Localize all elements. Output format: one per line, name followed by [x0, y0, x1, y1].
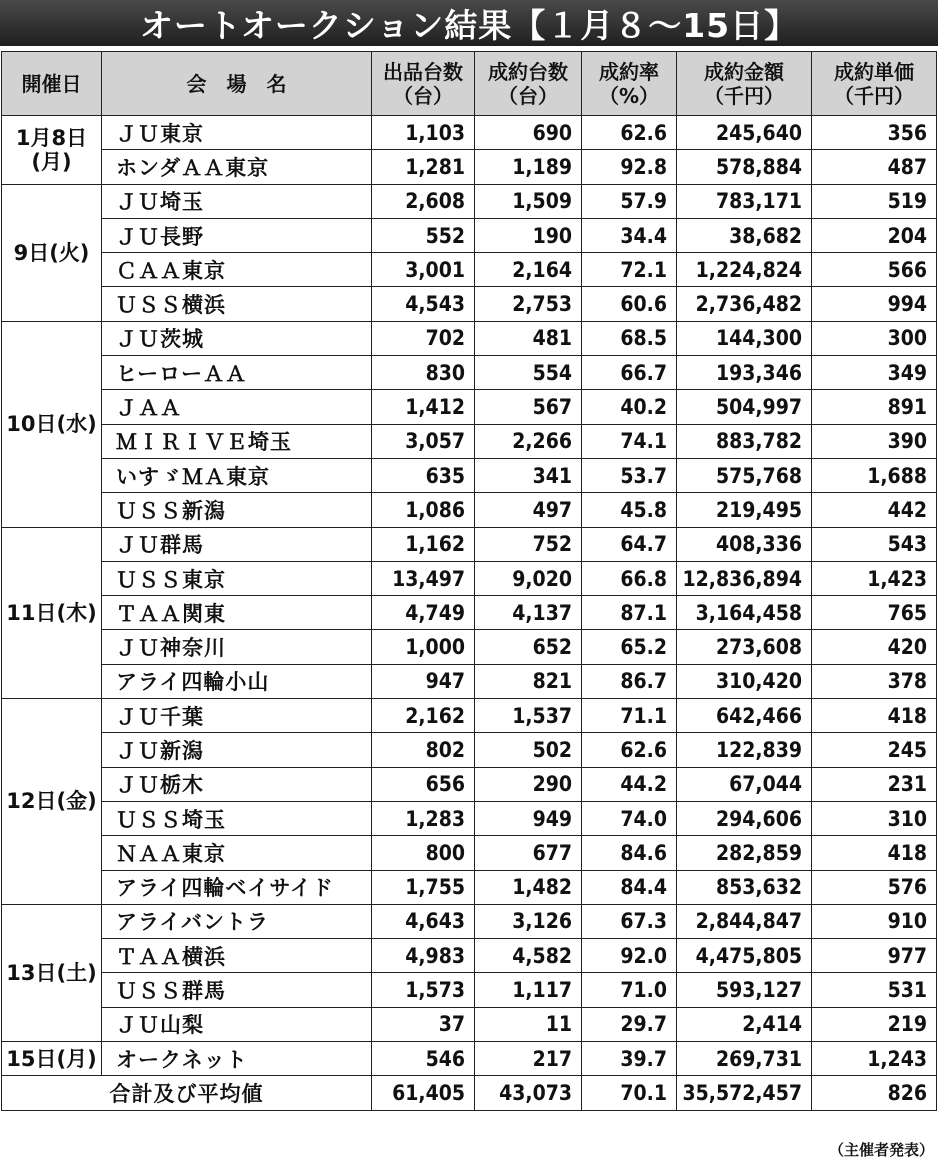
venue-cell: ＪＵ東京	[102, 116, 372, 150]
table-row	[2, 699, 937, 733]
venue-cell: ＣＡＡ東京	[102, 253, 372, 287]
table-row	[2, 561, 937, 595]
venue-cell: ＵＳＳ群馬	[102, 973, 372, 1007]
table-row	[2, 939, 937, 973]
header-row	[2, 52, 937, 116]
rate-cell: 64.7	[582, 527, 677, 561]
listed-cell: 3,057	[372, 424, 475, 458]
header-listed-label: 出品台数	[383, 59, 463, 84]
date-cell	[2, 184, 102, 321]
listed-cell: 635	[372, 458, 475, 492]
table-row	[2, 184, 937, 218]
sold-cell: 1,509	[475, 184, 582, 218]
table-row	[2, 390, 937, 424]
date-line: 11日(木)	[6, 600, 97, 625]
header-rate-label: 成約率	[599, 59, 659, 84]
amount-cell: 282,859	[677, 836, 812, 870]
unit-price-cell: 566	[812, 253, 937, 287]
rate-cell: 92.0	[582, 939, 677, 973]
unit-price-cell: 910	[812, 904, 937, 938]
sold-cell: 1,537	[475, 699, 582, 733]
amount-cell: 408,336	[677, 527, 812, 561]
rate-cell: 84.6	[582, 836, 677, 870]
listed-cell: 1,283	[372, 801, 475, 835]
table-row	[2, 1042, 937, 1076]
listed-cell: 1,086	[372, 493, 475, 527]
listed-cell: 546	[372, 1042, 475, 1076]
table-row	[2, 356, 937, 390]
rate-cell: 60.6	[582, 287, 677, 321]
unit-price-cell: 1,688	[812, 458, 937, 492]
date-cell	[2, 116, 102, 185]
venue-cell: ＵＳＳ新潟	[102, 493, 372, 527]
table-row	[2, 321, 937, 355]
sold-cell: 290	[475, 767, 582, 801]
table-row	[2, 150, 937, 184]
sold-cell: 554	[475, 356, 582, 390]
header-unit-price-unit: （千円）	[834, 83, 914, 108]
sold-cell: 949	[475, 801, 582, 835]
amount-cell: 3,164,458	[677, 596, 812, 630]
venue-cell: アライ四輪小山	[102, 664, 372, 698]
sold-cell: 652	[475, 630, 582, 664]
header-venue: 会 場 名	[102, 52, 372, 116]
sold-cell: 1,482	[475, 870, 582, 904]
rate-cell: 72.1	[582, 253, 677, 287]
header-amount	[677, 52, 812, 116]
date-cell	[2, 904, 102, 1041]
listed-cell: 1,412	[372, 390, 475, 424]
date-line: 15日(月)	[6, 1046, 97, 1071]
unit-price-cell: 891	[812, 390, 937, 424]
venue-cell: オークネット	[102, 1042, 372, 1076]
amount-cell: 504,997	[677, 390, 812, 424]
unit-price-cell: 245	[812, 733, 937, 767]
amount-cell: 245,640	[677, 116, 812, 150]
rate-cell: 34.4	[582, 218, 677, 252]
sold-cell: 2,753	[475, 287, 582, 321]
date-cell	[2, 527, 102, 698]
venue-cell: ＪＵ新潟	[102, 733, 372, 767]
listed-cell: 947	[372, 664, 475, 698]
rate-cell: 62.6	[582, 116, 677, 150]
unit-price-cell: 1,243	[812, 1042, 937, 1076]
table-row	[2, 287, 937, 321]
rate-cell: 45.8	[582, 493, 677, 527]
venue-cell: ＪＵ山梨	[102, 1007, 372, 1041]
table-row	[2, 801, 937, 835]
venue-cell: ＪＵ茨城	[102, 321, 372, 355]
sold-cell: 3,126	[475, 904, 582, 938]
header-rate-unit: （%）	[598, 83, 660, 108]
rate-cell: 71.0	[582, 973, 677, 1007]
amount-cell: 273,608	[677, 630, 812, 664]
sold-cell: 2,266	[475, 424, 582, 458]
listed-cell: 702	[372, 321, 475, 355]
listed-cell: 1,000	[372, 630, 475, 664]
amount-cell: 38,682	[677, 218, 812, 252]
date-line: 13日(土)	[6, 960, 97, 985]
unit-price-cell: 994	[812, 287, 937, 321]
date-line: 12日(金)	[6, 789, 97, 814]
date-line: 10日(水)	[6, 412, 97, 437]
total-amount: 35,572,457	[677, 1076, 812, 1111]
rate-cell: 87.1	[582, 596, 677, 630]
table-row	[2, 253, 937, 287]
amount-cell: 294,606	[677, 801, 812, 835]
amount-cell: 593,127	[677, 973, 812, 1007]
header-sold	[475, 52, 582, 116]
unit-price-cell: 204	[812, 218, 937, 252]
listed-cell: 1,103	[372, 116, 475, 150]
header-date: 開催日	[2, 52, 102, 116]
unit-price-cell: 300	[812, 321, 937, 355]
listed-cell: 1,573	[372, 973, 475, 1007]
listed-cell: 2,608	[372, 184, 475, 218]
auction-results-table	[1, 51, 937, 1111]
unit-price-cell: 349	[812, 356, 937, 390]
sold-cell: 9,020	[475, 561, 582, 595]
unit-price-cell: 231	[812, 767, 937, 801]
rate-cell: 67.3	[582, 904, 677, 938]
table-row	[2, 458, 937, 492]
venue-cell: ヒーローＡＡ	[102, 356, 372, 390]
venue-cell: ＵＳＳ東京	[102, 561, 372, 595]
venue-cell: ＪＵ栃木	[102, 767, 372, 801]
total-row	[2, 1076, 937, 1111]
rate-cell: 92.8	[582, 150, 677, 184]
rate-cell: 62.6	[582, 733, 677, 767]
table-row	[2, 836, 937, 870]
amount-cell: 193,346	[677, 356, 812, 390]
table-row	[2, 493, 937, 527]
venue-cell: ＴＡＡ関東	[102, 596, 372, 630]
sold-cell: 497	[475, 493, 582, 527]
unit-price-cell: 418	[812, 699, 937, 733]
total-label: 合計及び平均値	[2, 1076, 372, 1111]
amount-cell: 883,782	[677, 424, 812, 458]
unit-price-cell: 977	[812, 939, 937, 973]
listed-cell: 3,001	[372, 253, 475, 287]
date-cell	[2, 699, 102, 905]
listed-cell: 37	[372, 1007, 475, 1041]
amount-cell: 310,420	[677, 664, 812, 698]
source-note: （主催者発表）	[828, 1141, 934, 1159]
rate-cell: 44.2	[582, 767, 677, 801]
unit-price-cell: 390	[812, 424, 937, 458]
header-unit-price	[812, 52, 937, 116]
amount-cell: 4,475,805	[677, 939, 812, 973]
rate-cell: 68.5	[582, 321, 677, 355]
table-row	[2, 424, 937, 458]
sold-cell: 2,164	[475, 253, 582, 287]
unit-price-cell: 576	[812, 870, 937, 904]
sold-cell: 690	[475, 116, 582, 150]
sold-cell: 341	[475, 458, 582, 492]
amount-cell: 122,839	[677, 733, 812, 767]
amount-cell: 269,731	[677, 1042, 812, 1076]
sold-cell: 4,137	[475, 596, 582, 630]
unit-price-cell: 519	[812, 184, 937, 218]
amount-cell: 219,495	[677, 493, 812, 527]
venue-cell: ＪＵ長野	[102, 218, 372, 252]
rate-cell: 86.7	[582, 664, 677, 698]
header-unit-price-label: 成約単価	[834, 59, 914, 84]
unit-price-cell: 543	[812, 527, 937, 561]
venue-cell: ＵＳＳ埼玉	[102, 801, 372, 835]
table-row	[2, 733, 937, 767]
listed-cell: 4,983	[372, 939, 475, 973]
rate-cell: 65.2	[582, 630, 677, 664]
amount-cell: 2,414	[677, 1007, 812, 1041]
venue-cell: ＪＵ埼玉	[102, 184, 372, 218]
sold-cell: 11	[475, 1007, 582, 1041]
date-cell	[2, 1042, 102, 1076]
total-listed: 61,405	[372, 1076, 475, 1111]
amount-cell: 1,224,824	[677, 253, 812, 287]
header-amount-label: 成約金額	[704, 59, 784, 84]
amount-cell: 67,044	[677, 767, 812, 801]
listed-cell: 1,755	[372, 870, 475, 904]
rate-cell: 57.9	[582, 184, 677, 218]
unit-price-cell: 442	[812, 493, 937, 527]
unit-price-cell: 1,423	[812, 561, 937, 595]
header-listed-unit: （台）	[393, 83, 453, 108]
venue-cell: ＪＵ群馬	[102, 527, 372, 561]
header-sold-label: 成約台数	[488, 59, 568, 84]
unit-price-cell: 378	[812, 664, 937, 698]
sold-cell: 1,189	[475, 150, 582, 184]
sold-cell: 677	[475, 836, 582, 870]
sold-cell: 481	[475, 321, 582, 355]
table-row	[2, 116, 937, 150]
rate-cell: 74.1	[582, 424, 677, 458]
total-rate: 70.1	[582, 1076, 677, 1111]
rate-cell: 66.7	[582, 356, 677, 390]
amount-cell: 2,844,847	[677, 904, 812, 938]
sold-cell: 4,582	[475, 939, 582, 973]
amount-cell: 853,632	[677, 870, 812, 904]
venue-cell: アライバントラ	[102, 904, 372, 938]
table-row	[2, 767, 937, 801]
date-line: 9日(火)	[13, 240, 90, 265]
unit-price-cell: 356	[812, 116, 937, 150]
table-row	[2, 630, 937, 664]
venue-cell: アライ四輪ベイサイド	[102, 870, 372, 904]
sold-cell: 190	[475, 218, 582, 252]
unit-price-cell: 765	[812, 596, 937, 630]
table-row	[2, 870, 937, 904]
sold-cell: 1,117	[475, 973, 582, 1007]
unit-price-cell: 531	[812, 973, 937, 1007]
table-row	[2, 904, 937, 938]
sold-cell: 752	[475, 527, 582, 561]
unit-price-cell: 420	[812, 630, 937, 664]
amount-cell: 12,836,894	[677, 561, 812, 595]
table-row	[2, 596, 937, 630]
amount-cell: 783,171	[677, 184, 812, 218]
listed-cell: 4,543	[372, 287, 475, 321]
venue-cell: ＵＳＳ横浜	[102, 287, 372, 321]
listed-cell: 1,281	[372, 150, 475, 184]
listed-cell: 1,162	[372, 527, 475, 561]
rate-cell: 66.8	[582, 561, 677, 595]
sold-cell: 821	[475, 664, 582, 698]
listed-cell: 552	[372, 218, 475, 252]
listed-cell: 802	[372, 733, 475, 767]
date-cell	[2, 321, 102, 527]
amount-cell: 578,884	[677, 150, 812, 184]
table-row	[2, 1007, 937, 1041]
listed-cell: 13,497	[372, 561, 475, 595]
unit-price-cell: 418	[812, 836, 937, 870]
unit-price-cell: 487	[812, 150, 937, 184]
page-title: オートオークション結果【１月８～15日】	[0, 0, 938, 46]
amount-cell: 144,300	[677, 321, 812, 355]
rate-cell: 40.2	[582, 390, 677, 424]
table-row	[2, 527, 937, 561]
venue-cell: ホンダＡＡ東京	[102, 150, 372, 184]
date-line: (月)	[31, 149, 72, 174]
venue-cell: ＪＵ神奈川	[102, 630, 372, 664]
venue-cell: ＴＡＡ横浜	[102, 939, 372, 973]
venue-cell: いすゞＭＡ東京	[102, 458, 372, 492]
listed-cell: 800	[372, 836, 475, 870]
total-unit-price: 826	[812, 1076, 937, 1111]
rate-cell: 71.1	[582, 699, 677, 733]
sold-cell: 502	[475, 733, 582, 767]
venue-cell: ＭＩＲＩＶＥ埼玉	[102, 424, 372, 458]
total-sold: 43,073	[475, 1076, 582, 1111]
unit-price-cell: 310	[812, 801, 937, 835]
table-row	[2, 973, 937, 1007]
listed-cell: 2,162	[372, 699, 475, 733]
listed-cell: 656	[372, 767, 475, 801]
sold-cell: 217	[475, 1042, 582, 1076]
venue-cell: ＪＵ千葉	[102, 699, 372, 733]
date-line: 1月8日	[15, 125, 88, 150]
header-amount-unit: （千円）	[704, 83, 784, 108]
rate-cell: 74.0	[582, 801, 677, 835]
amount-cell: 642,466	[677, 699, 812, 733]
venue-cell: ＮＡＡ東京	[102, 836, 372, 870]
results-body	[2, 116, 937, 1076]
amount-cell: 575,768	[677, 458, 812, 492]
rate-cell: 39.7	[582, 1042, 677, 1076]
table-row	[2, 664, 937, 698]
amount-cell: 2,736,482	[677, 287, 812, 321]
rate-cell: 84.4	[582, 870, 677, 904]
rate-cell: 29.7	[582, 1007, 677, 1041]
venue-cell: ＪＡＡ	[102, 390, 372, 424]
sold-cell: 567	[475, 390, 582, 424]
listed-cell: 830	[372, 356, 475, 390]
rate-cell: 53.7	[582, 458, 677, 492]
header-listed	[372, 52, 475, 116]
listed-cell: 4,749	[372, 596, 475, 630]
unit-price-cell: 219	[812, 1007, 937, 1041]
listed-cell: 4,643	[372, 904, 475, 938]
header-rate	[582, 52, 677, 116]
table-row	[2, 218, 937, 252]
header-sold-unit: （台）	[498, 83, 558, 108]
